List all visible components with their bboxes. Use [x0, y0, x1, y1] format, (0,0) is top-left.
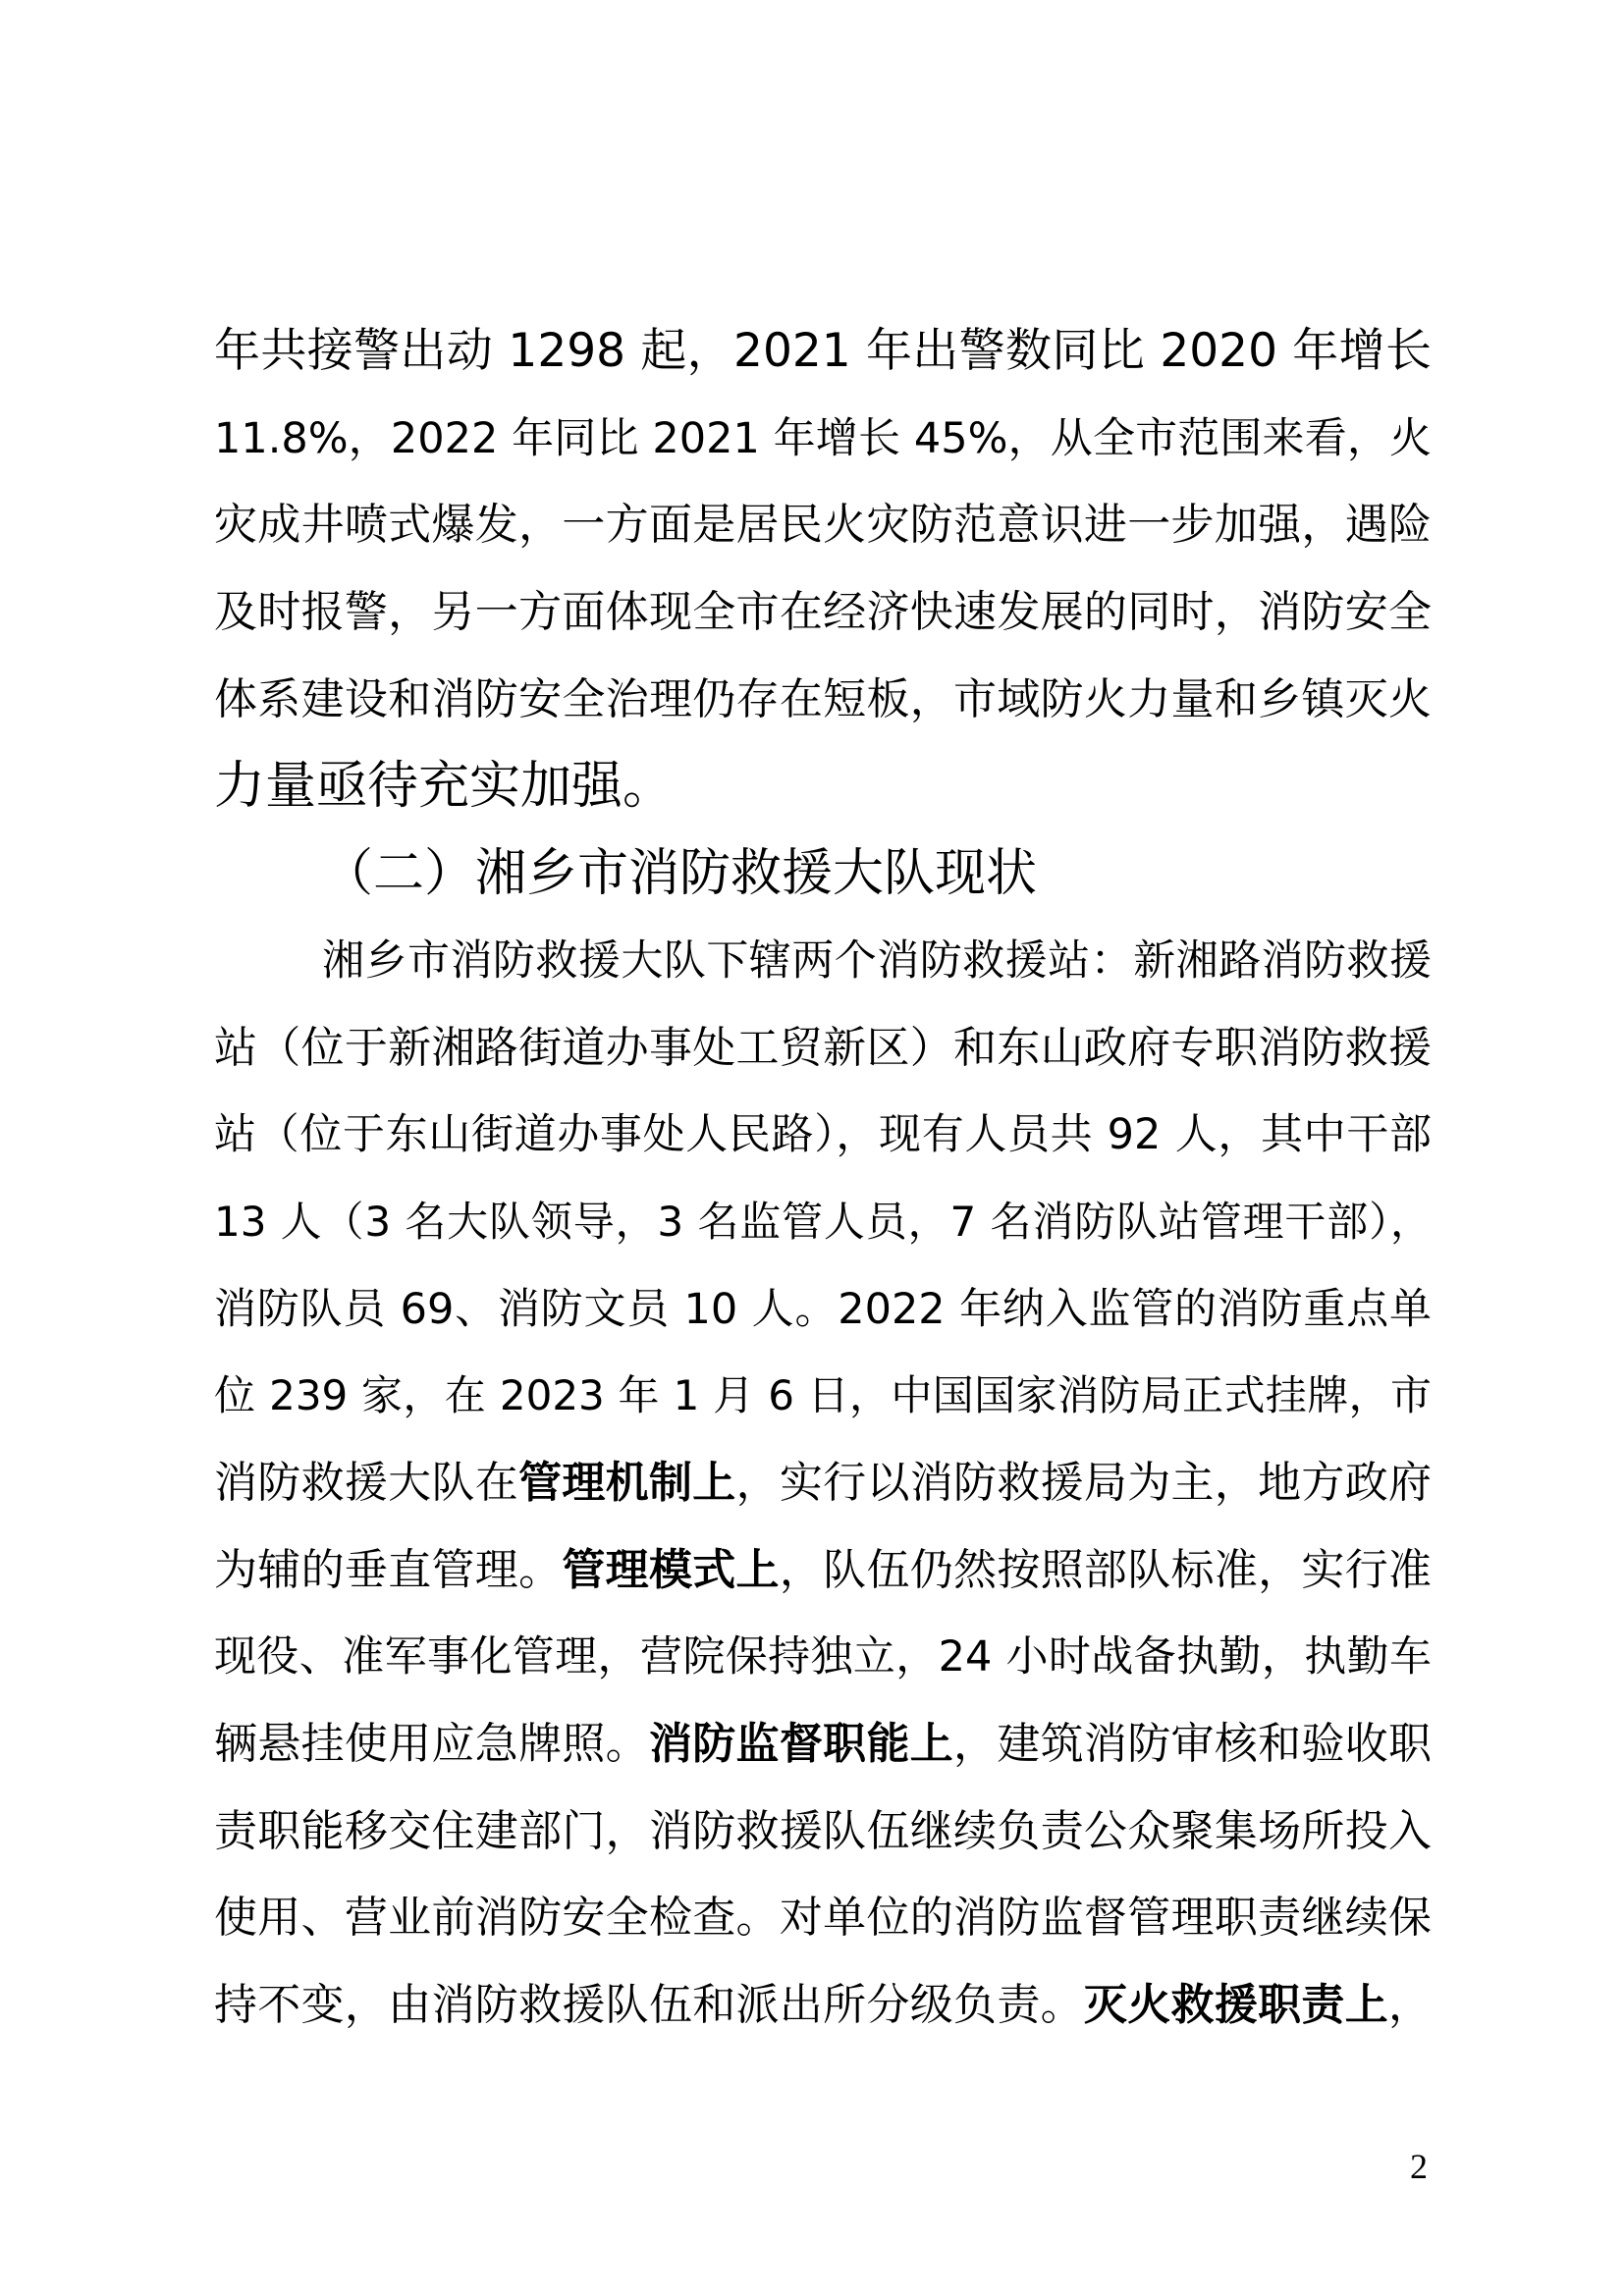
section-heading: [214, 830, 1432, 918]
text-segment: 湘乡市消防救援大队下辖两个消防救援站：新湘路消防救援: [322, 935, 1432, 986]
text-line: [214, 918, 1432, 1005]
text-line: [214, 1875, 1432, 1962]
text-line: [214, 1266, 1432, 1354]
bold-phrase: 管理模式上: [562, 1544, 780, 1595]
text-line: [214, 482, 1432, 569]
text-line: [214, 1179, 1432, 1266]
text-line: [214, 1092, 1432, 1179]
text-line: [214, 1701, 1432, 1789]
text-line: [214, 1440, 1432, 1527]
text-line: [214, 1614, 1432, 1701]
text-segment: 责职能移交住建部门，消防救援队伍继续负责公众聚集场所投入: [214, 1805, 1432, 1856]
text-line: [214, 1789, 1432, 1876]
text-segment: 为辅的垂直管理。: [214, 1544, 563, 1595]
text-segment: ，: [1388, 1980, 1433, 2031]
text-segment: 使用、营业前消防安全检查。对单位的消防监督管理职责继续保: [214, 1893, 1432, 1944]
text-line: [214, 396, 1432, 483]
text-segment: 消防队员 69、消防文员 10 人。2022 年纳入监管的消防重点单: [214, 1284, 1432, 1334]
text-segment: 力量亟待充实加强。: [214, 757, 675, 817]
text-segment: 现役、准军事化管理，营院保持独立，24 小时战备执勤，执勤车: [214, 1632, 1432, 1682]
text-line: [214, 308, 1432, 396]
text-segment: 11.8%，2022 年同比 2021 年增长 45%，从全市范围来看，火: [214, 413, 1432, 463]
bold-phrase: 灭火救援职责上: [1083, 1980, 1389, 2031]
text-segment: 辆悬挂使用应急牌照。: [214, 1719, 649, 1769]
text-segment: 13 人（3 名大队领导，3 名监管人员，7 名消防队站管理干部），: [214, 1197, 1432, 1246]
document-body: [214, 308, 1432, 2050]
paragraph: [214, 308, 1432, 830]
page-number: 2: [1410, 2147, 1428, 2186]
text-line: [214, 1527, 1432, 1615]
text-segment: 年共接警出动 1298 起，2021 年出警数同比 2020 年增长: [214, 324, 1432, 378]
text-segment: 灾成井喷式爆发，一方面是居民火灾防范意识进一步加强，遇险: [214, 500, 1432, 551]
text-segment: 持不变，由消防救援队伍和派出所分级负责。: [214, 1980, 1084, 2031]
text-segment: （二）湘乡市消防救援大队现状: [322, 844, 1038, 904]
text-segment: 及时报警，另一方面体现全市在经济快速发展的同时，消防安全: [214, 587, 1432, 638]
text-segment: ，建筑消防审核和验收职: [953, 1719, 1433, 1769]
text-segment: ，队伍仍然按照部队标准，实行准: [779, 1544, 1433, 1595]
text-segment: 站（位于东山街道办事处人民路），现有人员共 92 人，其中干部: [214, 1110, 1432, 1160]
text-segment: ，实行以消防救援局为主，地方政府: [735, 1457, 1433, 1508]
text-line: [214, 1005, 1432, 1093]
bold-phrase: 消防监督职能上: [648, 1719, 954, 1769]
paragraph: [214, 918, 1432, 2050]
text-line: [214, 657, 1432, 744]
text-line: [214, 1353, 1432, 1440]
text-segment: 位 239 家，在 2023 年 1 月 6 日，中国国家消防局正式挂牌，市: [214, 1371, 1432, 1420]
text-segment: 消防救援大队在: [214, 1457, 519, 1508]
text-line: [214, 569, 1432, 657]
text-line: [214, 1962, 1432, 2050]
text-segment: 体系建设和消防安全治理仍存在短板，市域防火力量和乡镇灭火: [214, 673, 1432, 724]
bold-phrase: 管理机制上: [518, 1457, 736, 1508]
text-line: [214, 743, 1432, 830]
text-segment: 站（位于新湘路街道办事处工贸新区）和东山政府专职消防救援: [214, 1022, 1432, 1073]
text-line: [214, 830, 1432, 918]
